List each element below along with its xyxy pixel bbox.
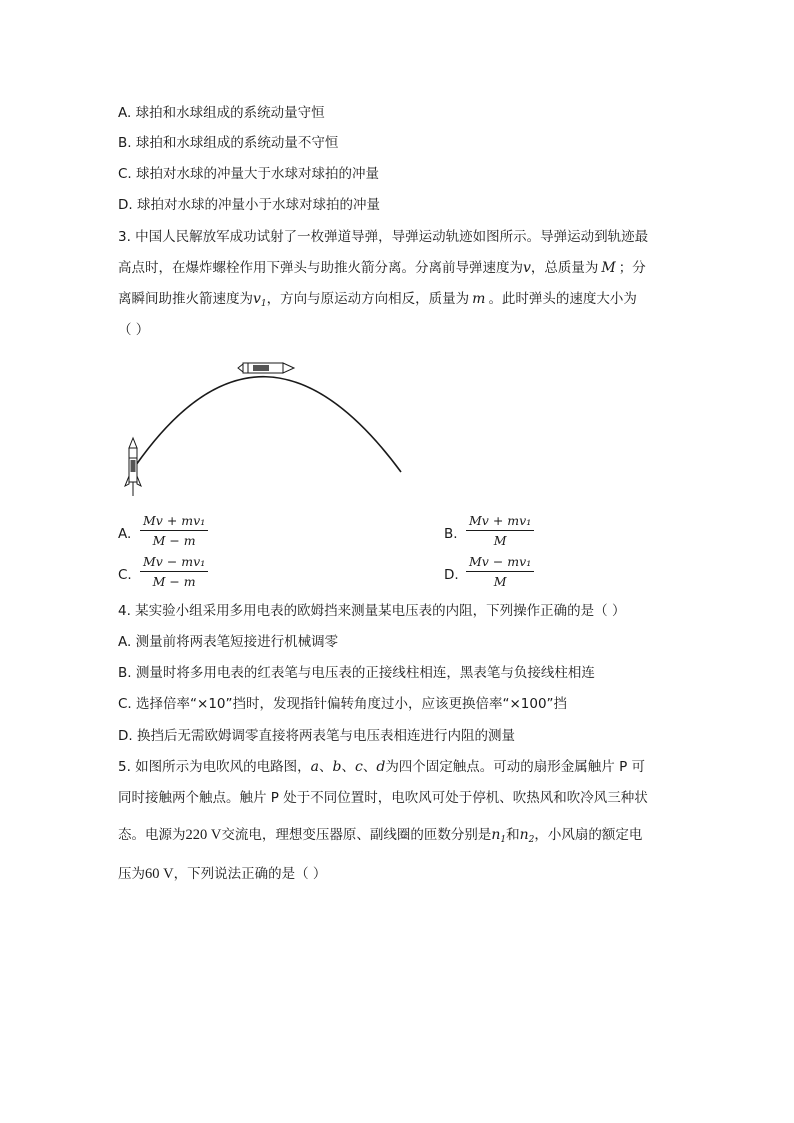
denominator: M (493, 574, 507, 589)
var-n1: $n_1$ (491, 827, 507, 845)
apex-missile-icon (238, 363, 294, 373)
q5-stem-line-4: 压为60 V，下列说法正确的是（ ） (118, 866, 327, 882)
q3-option-d-fraction (466, 554, 534, 589)
q4-option-d: D. 换挡后无需欧姆调零直接将两表笔与电压表相连进行内阻的测量 (118, 728, 515, 744)
numerator: Mv − mv₁ (143, 554, 206, 569)
q5-stem-line-1: 5. 如图所示为电吹风的电路图，a、b、c、d为四个固定触点。可动的扇形金属触片 P 可 (118, 759, 646, 775)
q3-option-a-label: A. (118, 526, 132, 542)
var-v: v (523, 260, 531, 276)
denominator: M − m (152, 574, 196, 589)
numerator: Mv + mv₁ (143, 513, 206, 528)
q5-stem-line-2: 同时接触两个触点。触片 P 处于不同位置时，电吹风可处于停机、吹热风和吹冷风三种状 (118, 790, 648, 806)
missile-trajectory-figure (118, 350, 418, 510)
q3-text: 离瞬间助推火箭速度为 (118, 291, 253, 307)
q3-option-b-fraction (466, 513, 534, 548)
var-m: m (472, 291, 486, 307)
q2-option-b: B. 球拍和水球组成的系统动量不守恒 (118, 135, 339, 151)
launch-rocket-icon (125, 438, 141, 496)
q2-option-c: C. 球拍对水球的冲量大于水球对球拍的冲量 (118, 166, 380, 182)
var-d: d (376, 759, 386, 775)
q4-stem: 4. 某实验小组采用多用电表的欧姆挡来测量某电压表的内阻，下列操作正确的是（ ） (118, 603, 626, 619)
denominator: M − m (152, 533, 196, 548)
q3-option-b-label: B. (444, 526, 458, 542)
var-b: b (332, 759, 342, 775)
q4-option-a: A. 测量前将两表笔短接进行机械调零 (118, 634, 339, 650)
var-a: a (310, 759, 320, 775)
denominator: M (493, 533, 507, 548)
voltage-220: 220 V (185, 827, 222, 843)
var-v1: $v_1$ (253, 291, 267, 309)
q3-option-d-label: D. (444, 567, 459, 583)
q5-stem-line-3: 态。电源为220 V交流电，理想变压器原、副线圈的匝数分别是$n_1$和$n_2$，小风扇的额定电 (118, 827, 643, 845)
q3-stem-line-1: 3. 中国人民解放军成功试射了一枚弹道导弹，导弹运动轨迹如图所示。导弹运动到轨迹最 (118, 229, 649, 245)
numerator: Mv − mv₁ (469, 554, 532, 569)
q3-option-c-label: C. (118, 567, 132, 583)
q3-answer-bracket: （ ） (118, 322, 150, 338)
q3-option-a-fraction (140, 513, 208, 548)
q2-option-d: D. 球拍对水球的冲量小于水球对球拍的冲量 (118, 197, 380, 213)
q3-text: 高点时，在爆炸螺栓作用下弹头与助推火箭分离。分离前导弹速度为 (118, 260, 523, 276)
q3-option-c-fraction (140, 554, 208, 589)
q3-text: ；分 (618, 260, 646, 276)
trajectory-curve (136, 377, 401, 472)
q3-text: 。此时弹头的速度大小为 (488, 291, 637, 307)
voltage-60: 60 V (145, 866, 174, 882)
q2-option-a: A. 球拍和水球组成的系统动量守恒 (118, 105, 325, 121)
var-M: M (601, 260, 616, 276)
numerator: Mv + mv₁ (469, 513, 532, 528)
q4-option-b: B. 测量时将多用电表的红表笔与电压表的正接线柱相连，黑表笔与负接线柱相连 (118, 665, 595, 681)
var-c: c (355, 759, 363, 775)
q3-stem-line-2 (118, 259, 646, 277)
q3-stem-line-3 (118, 290, 637, 313)
q4-option-c: C. 选择倍率“×10”挡时，发现指针偏转角度过小，应该更换倍率“×100”挡 (118, 696, 568, 712)
q3-text: ，方向与原运动方向相反，质量为 (266, 291, 470, 307)
q3-text: ，总质量为 (530, 260, 599, 276)
var-n2: $n_2$ (519, 827, 535, 845)
